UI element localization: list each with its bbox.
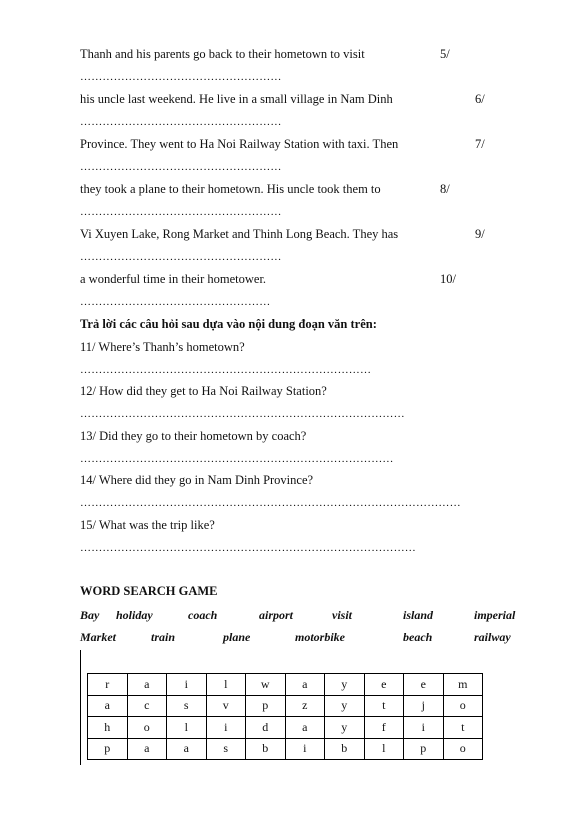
word: holiday (116, 608, 153, 622)
answer-line[interactable]: ……………………………………………………………………………… (80, 542, 416, 554)
word: plane (223, 630, 251, 644)
word: Bay (80, 608, 100, 622)
margin-rule (80, 650, 81, 765)
grid-cell[interactable]: s (206, 738, 246, 760)
grid-cell[interactable]: z (285, 695, 325, 717)
question: 12/ How did they get to Ha Noi Railway Station? (80, 384, 327, 398)
answer-line[interactable]: …………………………………………………………………… (80, 364, 372, 376)
word: railway (474, 630, 511, 644)
word: visit (332, 608, 352, 622)
answer-line[interactable]: ……………………………………………… (80, 161, 282, 173)
grid-cell[interactable]: r (88, 674, 128, 696)
passage-line: a wonderful time in their hometower. (80, 272, 267, 286)
word: island (403, 608, 434, 622)
grid-cell[interactable]: p (246, 695, 286, 717)
grid-cell[interactable]: i (285, 738, 325, 760)
grid-cell[interactable]: e (404, 674, 444, 696)
answer-line[interactable]: …………………………………………… (80, 296, 271, 308)
grid-cell[interactable]: y (325, 717, 365, 739)
question: 14/ Where did they go in Nam Dinh Province? (80, 473, 314, 487)
grid-cell[interactable]: c (127, 695, 167, 717)
grid-cell[interactable]: a (127, 674, 167, 696)
answer-number: 8/ (440, 182, 450, 196)
grid-cell[interactable]: p (88, 738, 128, 760)
game-title: WORD SEARCH GAME (80, 584, 218, 598)
grid-cell[interactable]: e (364, 674, 404, 696)
answer-number: 6/ (475, 92, 485, 106)
passage-line: Vi Xuyen Lake, Rong Market and Thinh Long Beach. They has (80, 227, 399, 241)
grid-cell[interactable]: a (167, 738, 207, 760)
grid-cell[interactable]: b (246, 738, 286, 760)
grid-cell[interactable]: l (206, 674, 246, 696)
word: beach (403, 630, 433, 644)
grid-cell[interactable]: w (246, 674, 286, 696)
grid-cell[interactable]: j (404, 695, 444, 717)
grid-cell[interactable]: m (443, 674, 483, 696)
grid-cell[interactable]: a (285, 717, 325, 739)
answer-number: 7/ (475, 137, 485, 151)
grid-cell[interactable]: y (325, 674, 365, 696)
answer-number: 10/ (440, 272, 456, 286)
grid-cell[interactable]: l (167, 717, 207, 739)
grid-cell[interactable]: o (443, 695, 483, 717)
answer-number: 9/ (475, 227, 485, 241)
answer-line[interactable]: …………………………………………………………………………… (80, 408, 405, 420)
grid-cell[interactable]: o (127, 717, 167, 739)
grid-cell[interactable]: o (443, 738, 483, 760)
answer-line[interactable]: ……………………………………………… (80, 251, 282, 263)
grid-cell[interactable]: h (88, 717, 128, 739)
grid-cell[interactable]: v (206, 695, 246, 717)
answer-line[interactable]: ……………………………………………… (80, 71, 282, 83)
passage-line: his uncle last weekend. He live in a small village in Nam Dinh (80, 92, 393, 106)
grid-row (88, 717, 483, 739)
grid-cell[interactable]: f (364, 717, 404, 739)
grid-row (88, 695, 483, 717)
questions-heading: Trả lời các câu hỏi sau dựa vào nội dung đoạn văn trên: (80, 317, 377, 331)
grid-cell[interactable]: i (206, 717, 246, 739)
answer-line[interactable]: ……………………………………………… (80, 206, 282, 218)
question: 15/ What was the trip like? (80, 518, 215, 532)
answer-number: 5/ (440, 47, 450, 61)
answer-line[interactable]: ………………………………………………………………………… (80, 453, 394, 465)
grid-cell[interactable]: t (443, 717, 483, 739)
passage-line: Province. They went to Ha Noi Railway Station with taxi. Then (80, 137, 399, 151)
answer-line[interactable]: ………………………………………………………………………………………… (80, 497, 461, 509)
word: airport (259, 608, 294, 622)
word-search-grid (87, 673, 483, 760)
question: 13/ Did they go to their hometown by coach? (80, 429, 307, 443)
grid-cell[interactable]: b (325, 738, 365, 760)
grid-row (88, 674, 483, 696)
grid-cell[interactable]: d (246, 717, 286, 739)
grid-row (88, 738, 483, 760)
grid-cell[interactable]: t (364, 695, 404, 717)
grid-cell[interactable]: i (404, 717, 444, 739)
grid-cell[interactable]: i (167, 674, 207, 696)
grid-cell[interactable]: a (285, 674, 325, 696)
grid-cell[interactable]: a (127, 738, 167, 760)
grid-cell[interactable]: a (88, 695, 128, 717)
word: Market (80, 630, 116, 644)
answer-line[interactable]: ……………………………………………… (80, 116, 282, 128)
grid-cell[interactable]: p (404, 738, 444, 760)
word: coach (188, 608, 218, 622)
grid-cell[interactable]: s (167, 695, 207, 717)
grid-cell[interactable]: l (364, 738, 404, 760)
word: train (151, 630, 176, 644)
word: imperial (474, 608, 516, 622)
passage-line: Thanh and his parents go back to their hometown to visit (80, 47, 365, 61)
grid-cell[interactable]: y (325, 695, 365, 717)
word: motorbike (295, 630, 345, 644)
question: 11/ Where’s Thanh’s hometown? (80, 340, 245, 354)
passage-line: they took a plane to their hometown. His uncle took them to (80, 182, 381, 196)
